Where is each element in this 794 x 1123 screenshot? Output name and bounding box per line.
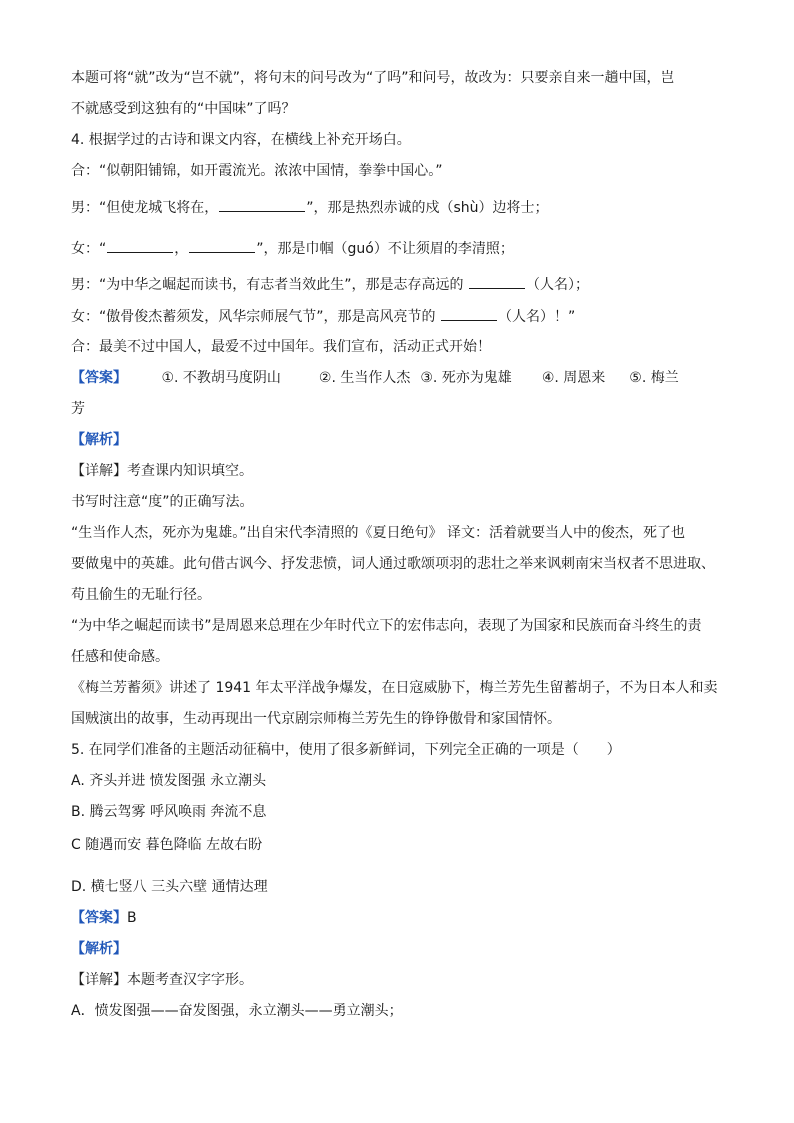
fill-blank <box>219 197 305 212</box>
text-line <box>71 197 731 218</box>
text-segment: 考查课内知识填空。 <box>127 463 253 479</box>
detail-tag: 【详解】 <box>71 463 127 479</box>
text-line <box>71 274 731 295</box>
answer-item: ①. 不教胡马度阴山 <box>161 370 281 386</box>
text-line: “为中华之崛起而读书”是周恩来总理在少年时代立下的宏伟志向，表现了为国家和民族而奋斗终生的责 <box>71 618 702 634</box>
answer-item: ③. 死亦为鬼雄 <box>420 370 512 386</box>
text-line: 国贼演出的故事，生动再现出一代京剧宗师梅兰芳先生的铮铮傲骨和家国情怀。 <box>71 711 561 727</box>
text-line: 任感和使命感。 <box>71 649 169 665</box>
question-5: 5. 在同学们准备的主题活动征稿中，使用了很多新鲜词，下列完全正确的一项是（ ） <box>71 742 621 758</box>
fill-blank <box>441 306 497 321</box>
answer-item: ②. 生当作人杰 <box>318 370 411 386</box>
text-line <box>71 306 731 327</box>
option-d: D. 横七竖八 三头六壁 通情达理 <box>71 879 268 895</box>
answer-item: ④. 周恩来 <box>541 370 606 386</box>
text-line <box>71 238 731 259</box>
detail-line <box>71 970 731 990</box>
text-segment: （人名）！” <box>497 309 576 325</box>
text-line: “生当作人杰，死亦为鬼雄。”出自宋代李清照的《夏日绝句》 译文：活着就要当人中的俊杰，死了也 <box>71 525 685 541</box>
fill-blank <box>469 274 525 289</box>
text-line: 要做鬼中的英雄。此句借古讽今、抒发悲愤，词人通过歌颂项羽的悲壮之举来讽刺南宋当权者不思进取、 <box>71 556 715 572</box>
answer-line <box>71 908 731 928</box>
fill-blank <box>107 238 173 253</box>
text-segment: 男：“为中华之崛起而读书，有志者当效此生”，那是志存高远的 <box>71 277 468 293</box>
text-segment: 女：“ <box>71 241 107 257</box>
analysis-tag: 【解析】 <box>71 941 127 957</box>
answer-line: 芳 <box>71 401 85 417</box>
text-segment: ”，那是热烈赤诚的戍（shù）边将士； <box>306 200 549 216</box>
text-segment: ”，那是巾帼（guó）不让须眉的李清照； <box>256 241 514 257</box>
text-line: 书写时注意“度”的正确写法。 <box>71 494 254 510</box>
text-line: 《梅兰芳蓄须》讲述了 1941 年太平洋战争爆发，在日寇威胁下，梅兰芳先生留蓄胡子，不为日本人和卖 <box>71 680 718 696</box>
text-segment: 本题考查汉字字形。 <box>127 972 253 988</box>
text-segment: ， <box>174 241 189 257</box>
analysis-tag: 【解析】 <box>71 432 127 448</box>
detail-line <box>71 461 731 481</box>
answer-tag: 【答案】 <box>71 370 127 386</box>
text-line: A．愤发图强——奋发图强，永立潮头——勇立潮头； <box>71 1003 403 1019</box>
answer-line <box>71 368 731 388</box>
answer-tag: 【答案】 <box>71 910 127 926</box>
answer-item: ⑤. 梅兰 <box>629 370 679 386</box>
fill-blank <box>189 238 255 253</box>
option-c: C 随遇而安 暮色降临 左故右盼 <box>71 837 263 853</box>
option-a: A. 齐头并进 愤发图强 永立潮头 <box>71 773 267 789</box>
text-segment: 男：“但使龙城飞将在， <box>71 200 219 216</box>
answer-value: B <box>127 910 137 926</box>
text-line: 不就感受到这独有的“中国味”了吗？ <box>71 101 296 117</box>
text-line: 本题可将“就”改为“岂不就”，将句末的问号改为“了吗”和问号，故改为：只要亲自来一趟中国，岂 <box>71 70 675 86</box>
detail-tag: 【详解】 <box>71 972 127 988</box>
option-b: B. 腾云驾雾 呼风唤雨 奔流不息 <box>71 804 267 820</box>
question-4: 4. 根据学过的古诗和课文内容，在横线上补充开场白。 <box>71 132 411 148</box>
text-line: 合：“似朝阳铺锦，如开霞流光。浓浓中国情，拳拳中国心。” <box>71 163 443 179</box>
text-segment: 女：“傲骨俊杰蓄须发，风华宗师展气节”，那是高风亮节的 <box>71 309 440 325</box>
text-segment: （人名）； <box>525 277 589 293</box>
text-line: 合：最美不过中国人，最爱不过中国年。我们宣布，活动正式开始！ <box>71 339 491 355</box>
text-line: 苟且偷生的无耻行径。 <box>71 587 211 603</box>
